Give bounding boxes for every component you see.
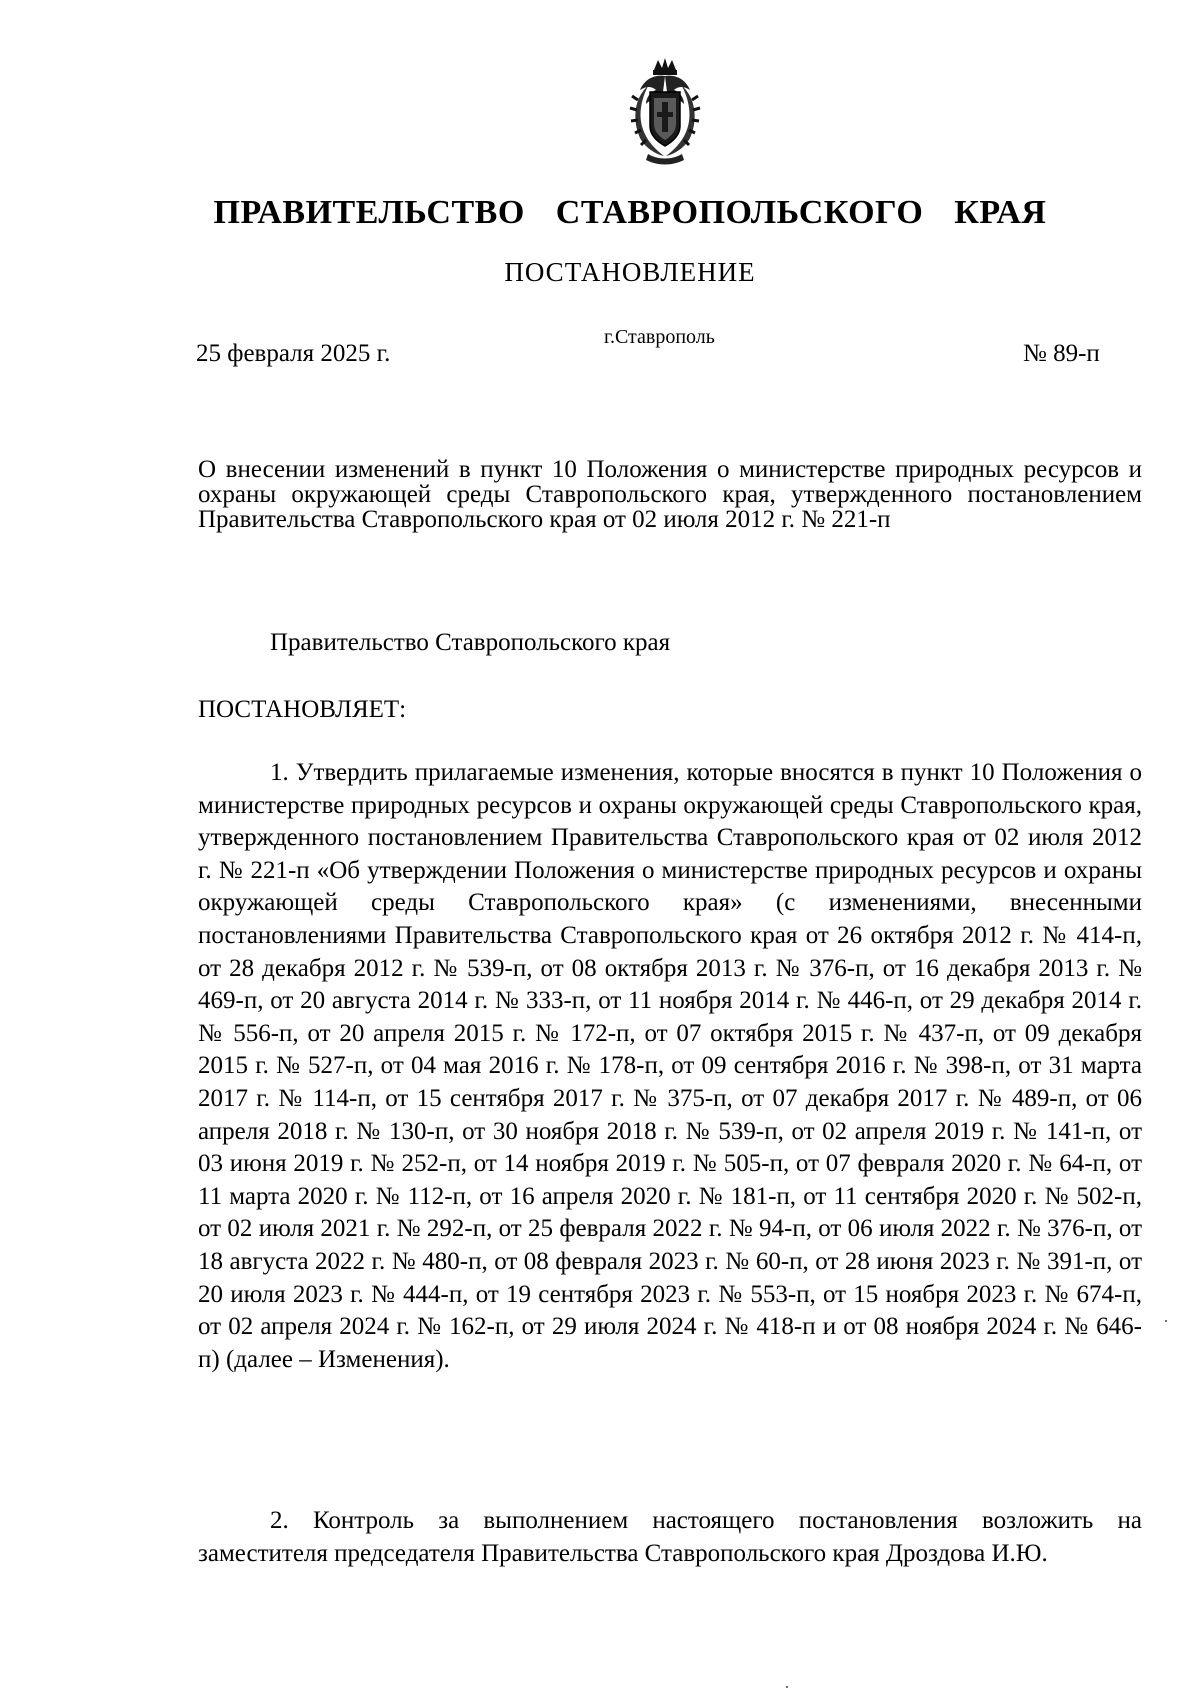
document-type: ПОСТАНОВЛЕНИЕ: [504, 257, 756, 287]
decree-word: ПОСТАНОВЛЯЕТ:: [198, 696, 407, 723]
document-date: 25 февраля 2025 г.: [196, 340, 391, 367]
paragraph-2: 2. Контроль за выполнением настоящего постановления возложить на заместителя председателя Правительства Ставропольского края Дроздова И.Ю.: [198, 1507, 1142, 1567]
scan-artifact: [1165, 1320, 1167, 1322]
document-subject: О внесении изменений в пункт 10 Положения о министерстве природных ресурсов и охраны окружающей среды Ставропольского края, утвержденного постановлением Правительства Ставропольского края от 02 июля 2012 г. № 221-п: [198, 456, 1142, 533]
government-name: ПРАВИТЕЛЬСТВО СТАВРОПОЛЬСКОГО КРАЯ: [213, 194, 1047, 231]
scan-artifact: [786, 1686, 788, 1688]
document-number: № 89-п: [1023, 340, 1100, 367]
coat-of-arms-icon: [618, 56, 712, 166]
document-city: г.Ставрополь: [604, 326, 715, 348]
preamble: Правительство Ставропольского края: [270, 629, 671, 656]
paragraph-1: 1. Утвердить прилагаемые изменения, которые вносятся в пункт 10 Положения о министерстве природных ресурсов и охраны окружающей среды Ставропольского края, утвержденного постановлением Правительства Ставропольского края от 02 июля 2012 г. № 221-п «Об утверждении Положения о министерстве природных ресурсов и охраны окружающей среды Ставропольского края» (с изменениями, внесенными постановлениями Правительства Ставропольского края от 26 октября 2012 г. № 414-п, от 28 декабря 2012 г. № 539-п, от 08 октября 2013 г. № 376-п, от 16 декабря 2013 г. № 469-п, от 20 августа 2014 г. № 333-п, от 11 ноября 2014 г. № 446-п, от 29 декабря 2014 г. № 556-п, от 20 апреля 2015 г. № 172-п, от 07 октября 2015 г. № 437-п, от 09 декабря 2015 г. № 527-п, от 04 мая 2016 г. № 178-п, от 09 сентября 2016 г. № 398-п, от 31 марта 2017 г. № 114-п, от 15 сентября 2017 г. № 375-п, от 07 декабря 2017 г. № 489-п, от 06 апреля 2018 г. № 130-п, от 30 ноября 2018 г. № 539-п, от 02 апреля 2019 г. № 141-п, от 03 июня 2019 г. № 252-п, от 14 ноября 2019 г. № 505-п, от 07 февраля 2020 г. № 64-п, от 11 марта 2020 г. № 112-п, от 16 апреля 2020 г. № 181-п, от 11 сентября 2020 г. № 502-п, от 02 июля 2021 г. № 292-п, от 25 февраля 2022 г. № 94-п, от 06 июля 2022 г. № 376-п, от 18 августа 2022 г. № 480-п, от 08 февраля 2023 г. № 60-п, от 28 июня 2023 г. № 391-п, от 20 июля 2023 г. № 444-п, от 19 сентября 2023 г. № 553-п, от 15 ноября 2023 г. № 674-п, от 02 апреля 2024 г. № 162-п, от 29 июля 2024 г. № 418-п и от 08 ноября 2024 г. № 646-п) (далее – Изменения).: [198, 759, 1142, 1373]
